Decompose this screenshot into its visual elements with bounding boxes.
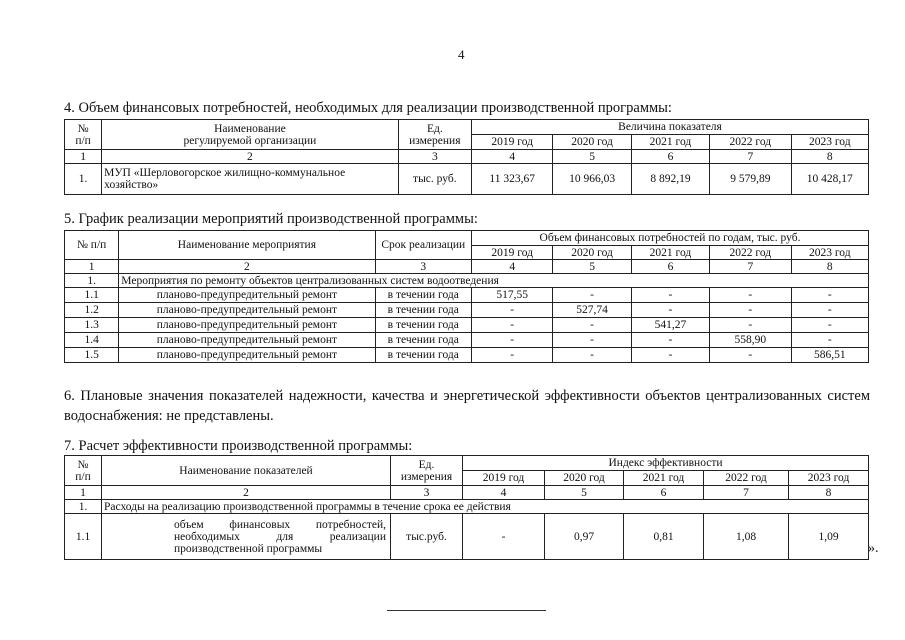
- header-cell: № п/п: [65, 456, 102, 486]
- year-header: 2022 год: [710, 246, 791, 260]
- header-cell: Срок реализации: [375, 231, 471, 260]
- indicator-name: объем финансовых потребностей, необходимых для реализации производственной программы: [102, 514, 391, 560]
- value-cell: -: [791, 318, 868, 333]
- section-4-title: 4. Объем финансовых потребностей, необходимых для реализации производственной программы:: [64, 100, 672, 116]
- table-row: [65, 318, 869, 333]
- unit-cell: тыс.руб.: [391, 514, 463, 560]
- value-cell: -: [710, 303, 791, 318]
- column-number: 1: [65, 486, 102, 500]
- term-cell: в течении года: [375, 333, 471, 348]
- value-cell: 10 428,17: [791, 164, 868, 195]
- header-cell: Наименование регулируемой организации: [102, 120, 398, 150]
- header-cell: Ед. измерения: [391, 456, 463, 486]
- schedule-table: [64, 230, 869, 363]
- column-number: 7: [710, 260, 791, 274]
- column-number: 2: [119, 260, 375, 274]
- column-number-row: [65, 260, 869, 274]
- column-number-row: [65, 486, 869, 500]
- value-cell: -: [553, 333, 631, 348]
- value-cell: 541,27: [631, 318, 709, 333]
- value-cell: 1,09: [789, 514, 869, 560]
- year-header: 2020 год: [553, 135, 631, 150]
- group-label: Расходы на реализацию производственной программы в течение срока ее действия: [102, 500, 869, 514]
- row-number: 1.1: [65, 288, 119, 303]
- value-cell: -: [472, 333, 553, 348]
- column-number: 7: [704, 486, 789, 500]
- value-cell: -: [553, 348, 631, 363]
- column-number: 6: [624, 486, 704, 500]
- value-cell: -: [710, 318, 791, 333]
- table-row: [65, 164, 869, 195]
- value-cell: -: [710, 348, 791, 363]
- column-number: 8: [791, 260, 868, 274]
- activity-name: планово-предупредительный ремонт: [119, 333, 375, 348]
- column-number: 5: [545, 486, 624, 500]
- column-number: 1: [65, 150, 102, 164]
- value-cell: -: [791, 288, 868, 303]
- group-row: [65, 274, 869, 288]
- footer-divider: [387, 610, 546, 611]
- unit-cell: тыс. руб.: [398, 164, 471, 195]
- column-number: 3: [398, 150, 471, 164]
- year-header: 2022 год: [704, 471, 789, 486]
- closing-quote: ».: [868, 541, 879, 556]
- column-number-row: [65, 150, 869, 164]
- value-cell: -: [631, 288, 709, 303]
- year-header: 2022 год: [710, 135, 791, 150]
- column-number: 8: [789, 486, 869, 500]
- row-number: 1.: [65, 500, 102, 514]
- efficiency-table: [64, 455, 869, 560]
- column-number: 1: [65, 260, 119, 274]
- term-cell: в течении года: [375, 303, 471, 318]
- value-cell: 517,55: [472, 288, 553, 303]
- row-number: 1.: [65, 164, 102, 195]
- value-cell: -: [553, 318, 631, 333]
- year-header: 2019 год: [472, 135, 553, 150]
- column-number: 6: [631, 150, 709, 164]
- value-cell: 558,90: [710, 333, 791, 348]
- year-header: 2021 год: [631, 246, 709, 260]
- value-cell: -: [472, 318, 553, 333]
- header-cell: Ед. измерения: [398, 120, 471, 150]
- activity-name: планово-предупредительный ремонт: [119, 288, 375, 303]
- year-header: 2023 год: [791, 135, 868, 150]
- value-cell: 586,51: [791, 348, 868, 363]
- value-cell: 1,08: [704, 514, 789, 560]
- header-cell: № п/п: [65, 231, 119, 260]
- column-number: 5: [553, 150, 631, 164]
- value-cell: 527,74: [553, 303, 631, 318]
- group-label: Мероприятия по ремонту объектов централизованных систем водоотведения: [119, 274, 869, 288]
- activity-name: планово-предупредительный ремонт: [119, 303, 375, 318]
- value-cell: -: [631, 303, 709, 318]
- value-cell: -: [631, 348, 709, 363]
- header-cell: Объем финансовых потребностей по годам, тыс. руб.: [472, 231, 869, 246]
- value-cell: -: [472, 303, 553, 318]
- value-cell: -: [631, 333, 709, 348]
- page-number: 4: [458, 47, 465, 62]
- row-number: 1.2: [65, 303, 119, 318]
- row-number: 1.4: [65, 333, 119, 348]
- term-cell: в течении года: [375, 318, 471, 333]
- column-number: 2: [102, 150, 398, 164]
- table-header-row: [65, 231, 869, 246]
- column-number: 3: [375, 260, 471, 274]
- column-number: 7: [710, 150, 791, 164]
- table-header-row: [65, 456, 869, 471]
- value-cell: 8 892,19: [631, 164, 709, 195]
- value-cell: 10 966,03: [553, 164, 631, 195]
- financial-needs-table: [64, 119, 869, 195]
- table-row: [65, 333, 869, 348]
- row-number: 1.1: [65, 514, 102, 560]
- year-header: 2019 год: [472, 246, 553, 260]
- section-6-text: 6. Плановые значения показателей надежности, качества и энергетической эффективности объектов централизованных систем водоснабжения: не представлены.: [64, 388, 870, 424]
- row-number: 1.: [65, 274, 119, 288]
- table-row: [65, 288, 869, 303]
- value-cell: -: [791, 303, 868, 318]
- value-cell: -: [791, 333, 868, 348]
- group-row: [65, 500, 869, 514]
- row-number: 1.3: [65, 318, 119, 333]
- column-number: 8: [791, 150, 868, 164]
- activity-name: планово-предупредительный ремонт: [119, 348, 375, 363]
- year-header: 2021 год: [624, 471, 704, 486]
- year-header: 2021 год: [631, 135, 709, 150]
- year-header: 2023 год: [789, 471, 869, 486]
- value-cell: -: [710, 288, 791, 303]
- value-cell: 0,97: [545, 514, 624, 560]
- header-cell: Индекс эффективности: [463, 456, 869, 471]
- table-row: [65, 514, 869, 560]
- header-cell: № п/п: [65, 120, 102, 150]
- column-number: 5: [553, 260, 631, 274]
- column-number: 4: [472, 150, 553, 164]
- column-number: 6: [631, 260, 709, 274]
- term-cell: в течении года: [375, 348, 471, 363]
- term-cell: в течении года: [375, 288, 471, 303]
- section-5-title: 5. График реализации мероприятий производственной программы:: [64, 211, 478, 227]
- value-cell: 9 579,89: [710, 164, 791, 195]
- header-cell: Наименование показателей: [102, 456, 391, 486]
- row-number: 1.5: [65, 348, 119, 363]
- organization-name: МУП «Шерловогорское жилищно-коммунальное хозяйство»: [102, 164, 398, 195]
- column-number: 2: [102, 486, 391, 500]
- table-row: [65, 303, 869, 318]
- value-cell: -: [463, 514, 545, 560]
- header-cell: Величина показателя: [472, 120, 869, 135]
- value-cell: 0,81: [624, 514, 704, 560]
- value-cell: -: [553, 288, 631, 303]
- column-number: 3: [391, 486, 463, 500]
- table-header-row: [65, 120, 869, 135]
- value-cell: 11 323,67: [472, 164, 553, 195]
- value-cell: -: [472, 348, 553, 363]
- activity-name: планово-предупредительный ремонт: [119, 318, 375, 333]
- year-header: 2023 год: [791, 246, 868, 260]
- section-7-title: 7. Расчет эффективности производственной программы:: [64, 438, 413, 454]
- header-cell: Наименование мероприятия: [119, 231, 375, 260]
- column-number: 4: [463, 486, 545, 500]
- year-header: 2020 год: [553, 246, 631, 260]
- table-row: [65, 348, 869, 363]
- year-header: 2020 год: [545, 471, 624, 486]
- column-number: 4: [472, 260, 553, 274]
- year-header: 2019 год: [463, 471, 545, 486]
